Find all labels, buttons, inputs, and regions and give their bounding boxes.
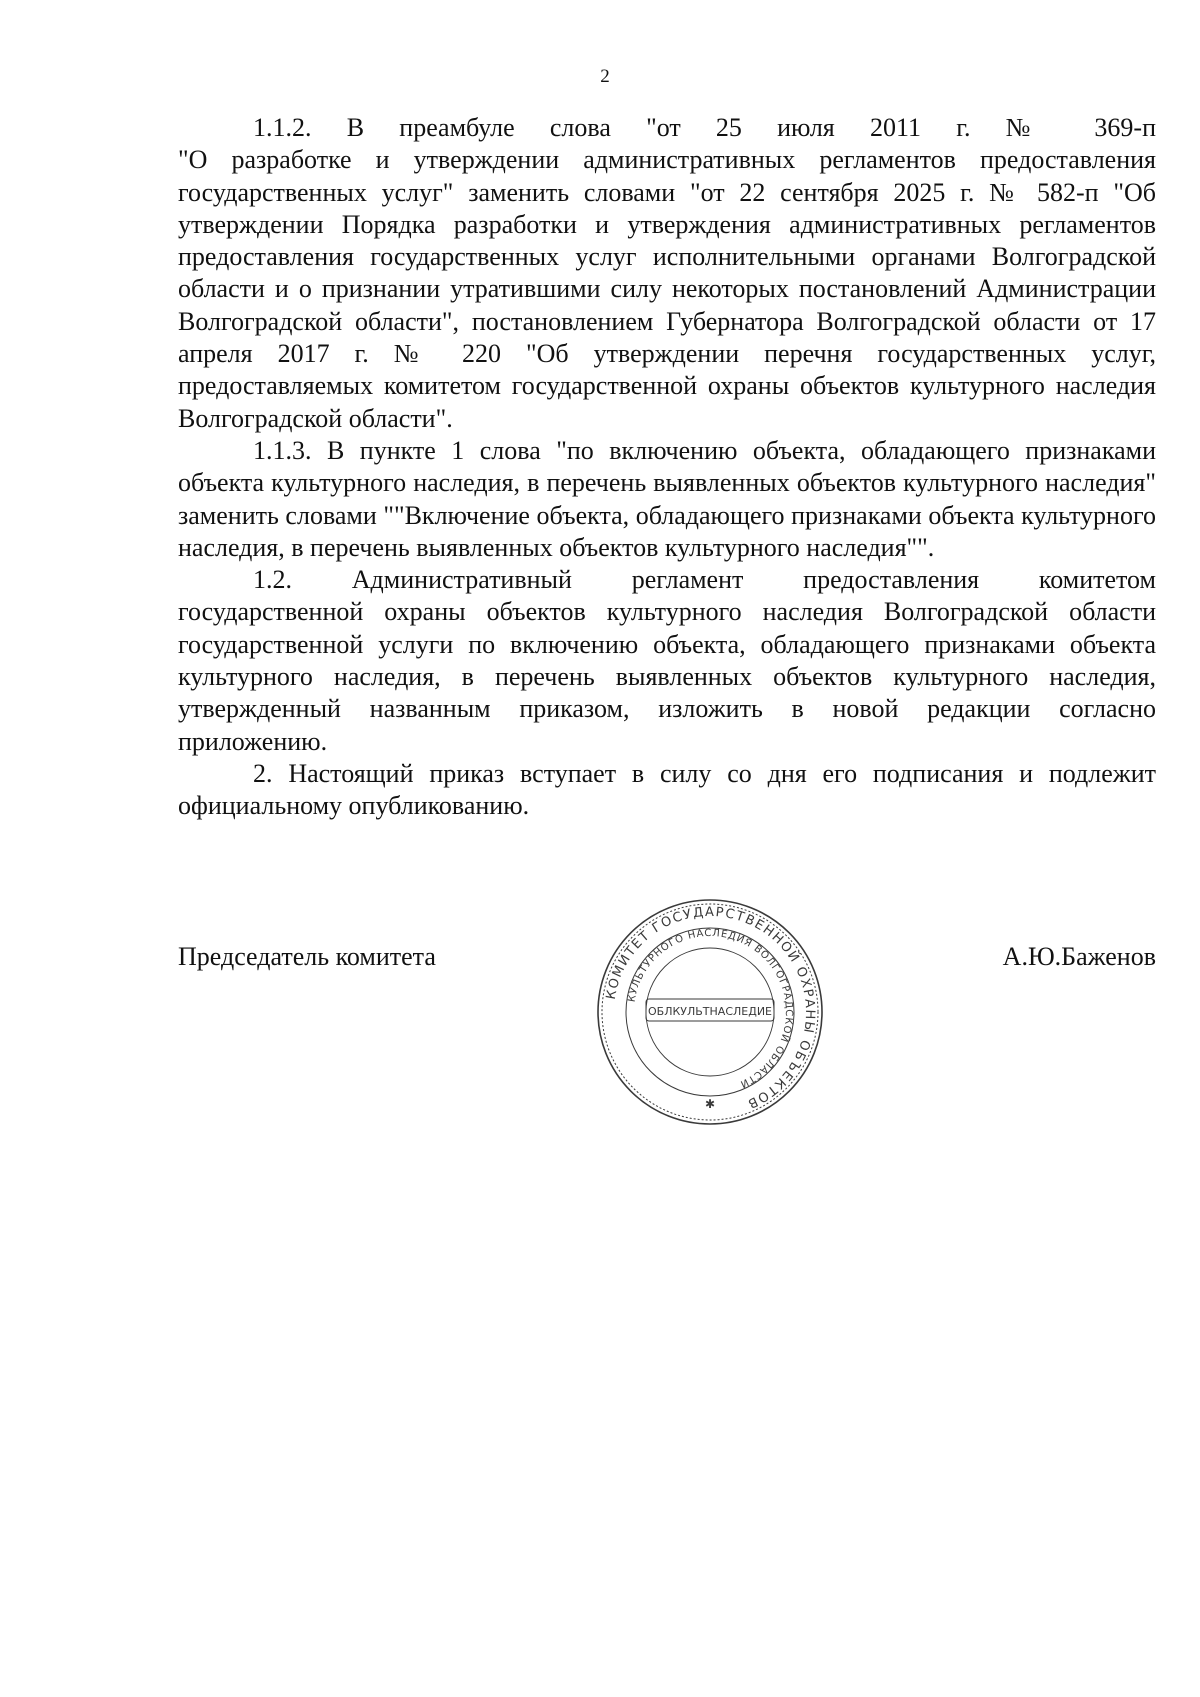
paragraph-1-1-3: 1.1.3. В пункте 1 слова "по включению объекта, обладающего признаками объекта культурного наследия, в перечень выявленных объектов культурного наследия" заменить словами ""Включение объекта, обладающего признаками объекта культурного наследия, в перечень выявленных объектов культурного наследия"".	[178, 435, 1156, 562]
paragraph-1-1-2-lead: 1.1.2. В преамбуле слова "от 25 июля 2011 г. № 369-п	[253, 113, 1156, 142]
page-number: 2	[600, 66, 610, 87]
paragraph-1-2	[178, 564, 1156, 758]
stamp-outer-text: КОМИТЕТ ГОСУДАРСТВЕННОЙ ОХРАНЫ ОБЪЕКТОВ	[603, 904, 818, 1112]
signatory-name: А.Ю.Баженов	[1002, 942, 1156, 971]
official-seal-stamp	[594, 896, 826, 1128]
stamp-star-icon: ✱	[704, 1097, 716, 1111]
paragraph-1-1-2-body: "О разработке и утверждении административных регламентов предоставления государственных услуг" заменить словами "от 22 сентября 2025 г. № 582-п "Об утверждении Порядка разработки и утверждения административных регламентов предоставления государственных услуг исполнительными органами Волгоградской области и о признании утратившими силу некоторых постановлений Администрации Волгоградской области", постановлением Губернатора Волгоградской области от 17 апреля 2017 г. № 220 "Об утверждении перечня государственных услуг, предоставляемых комитетом государственной охраны объектов культурного наследия Волгоградской области".	[178, 145, 1156, 433]
signatory-title: Председатель комитета	[178, 942, 436, 971]
paragraph-1-2-body: государственной охраны объектов культурного наследия Волгоградской области государственной услуги по включению объекта, обладающего признаками объекта культурного наследия, в перечень выявленных объектов культурного наследия, утвержденный названным приказом, изложить в новой редакции согласно приложению.	[178, 597, 1156, 756]
paragraph-1-1-2	[178, 112, 1156, 435]
stamp-inner-text: КУЛЬТУРНОГО НАСЛЕДИЯ ВОЛГОГРАДСКОЙ ОБЛАСТИ	[626, 927, 795, 1090]
stamp-center-text: ОБЛКУЛЬТНАСЛЕДИЕ	[648, 1005, 772, 1018]
paragraph-2: 2. Настоящий приказ вступает в силу со дня его подписания и подлежит официальному опубликованию.	[178, 758, 1156, 821]
paragraph-1-2-lead: 1.2. Административный регламент предоставления комитетом	[253, 565, 1156, 595]
document-body	[178, 112, 1156, 823]
